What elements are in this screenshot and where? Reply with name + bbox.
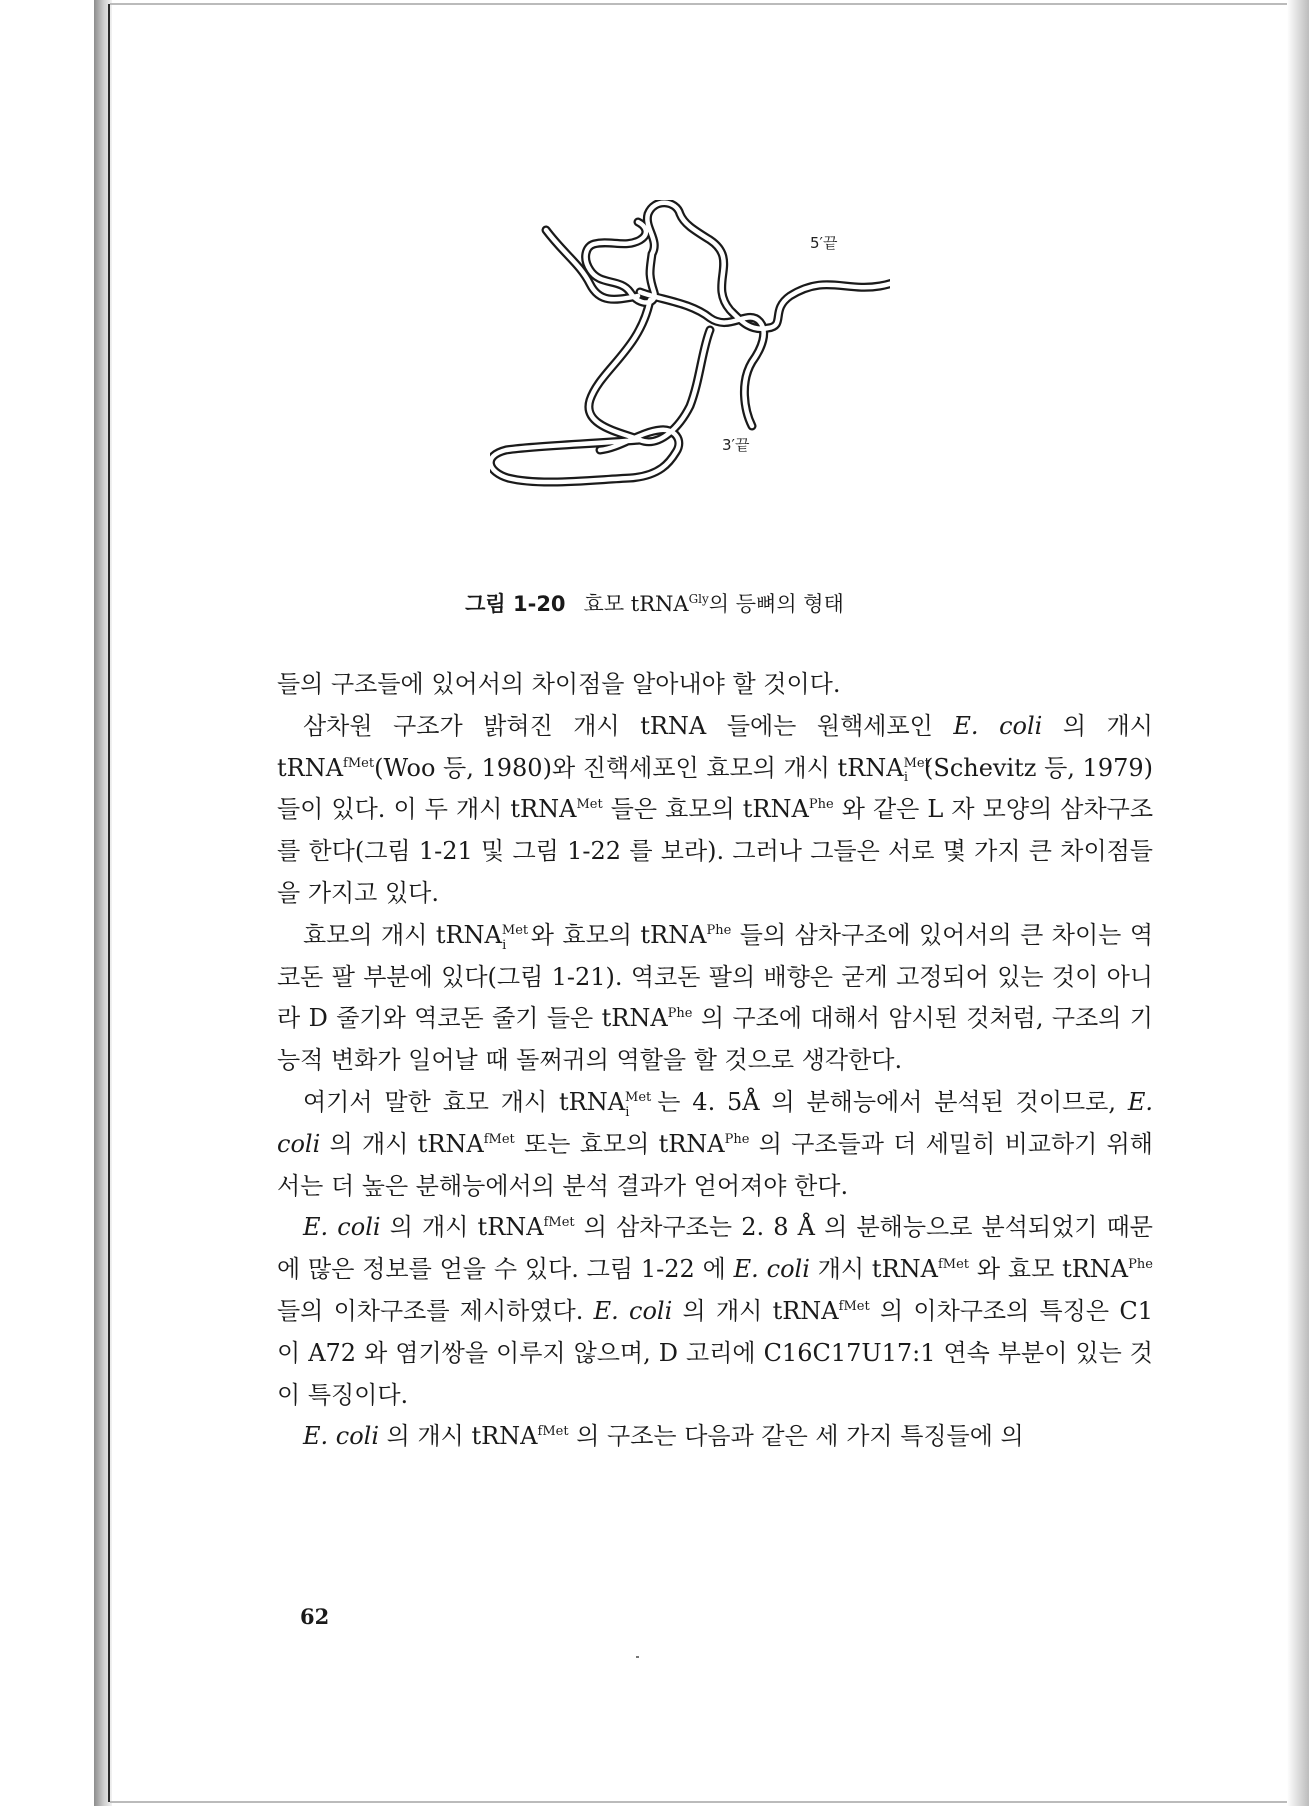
page-bottom-edge (110, 1801, 1287, 1803)
caption-text-pre: 효모 tRNA (583, 592, 689, 616)
caption-superscript: Gly (688, 592, 709, 606)
italic-term: E. coli (733, 1255, 810, 1284)
text-run: 여기서 말한 효모 개시 tRNA (303, 1087, 626, 1116)
text-run: 들의 구조들에 있어서의 차이점을 알아내야 할 것이다. (277, 670, 841, 698)
superscript: Phe (1128, 1257, 1153, 1273)
paragraph (277, 1082, 1153, 1207)
body-text (277, 664, 1153, 1458)
text-run: 개시 tRNA (809, 1255, 938, 1284)
page-top-edge (110, 3, 1287, 5)
label-3-prime-end: 3′끝 (722, 436, 750, 454)
page-number: 62 (300, 1604, 330, 1629)
figure-number: 그림 1-20 (465, 592, 566, 616)
superscript: Phe (667, 1006, 693, 1022)
book-spine-edge (108, 4, 110, 1802)
paragraph (277, 1207, 1153, 1416)
italic-term: E. coli (303, 1213, 381, 1242)
superscript: fMet (838, 1298, 870, 1314)
text-run: 의 삼차구조는 2. 8 Å 의 분해능으로 분석되었기 때문에 많은 정보를 얻을 수 있다. 그림 1-22 에 (277, 1213, 1153, 1284)
text-run: 의 구조는 다음과 같은 세 가지 특징들에 의 (568, 1422, 1024, 1451)
superscript: Phe (706, 922, 732, 938)
text-run: 는 4. 5Å 의 분해능에서 분석된 것이므로, (645, 1087, 1128, 1116)
text-run: 와 효모의 tRNA (522, 920, 707, 949)
subscript: i (625, 1104, 630, 1120)
text-run: 와 같은 L 자 모양의 삼차구조를 한다(그림 1-21 및 그림 1-22 를 보라). 그러나 그들은 서로 몇 가지 큰 차이점들을 가지고 있다. (277, 795, 1153, 907)
paragraph (277, 915, 1153, 1082)
text-run: 의 개시 tRNA (672, 1296, 839, 1325)
text-run: 의 구조들과 더 세밀히 비교하기 위해서는 더 높은 분해능에서의 분석 결과가 얻어져야 한다. (277, 1129, 1153, 1200)
italic-term: E. coli (303, 1422, 380, 1451)
text-run: 의 개시 tRNA (320, 1129, 484, 1158)
italic-term: E. coli (277, 1087, 1153, 1158)
text-run: 삼차원 구조가 밝혀진 개시 tRNA 들에는 원핵세포인 (303, 711, 954, 740)
subscript: i (903, 770, 909, 786)
superscript: Phe (724, 1131, 750, 1147)
superscript: fMet (537, 1424, 569, 1440)
italic-term: E. coli (593, 1296, 673, 1325)
text-run: 들은 효모의 tRNA (602, 795, 809, 824)
superscript: Met (501, 922, 529, 938)
text-run: 의 개시 tRNA (380, 1213, 544, 1242)
text-run: 들의 이차구조를 제시하였다. (277, 1296, 594, 1325)
superscript: Met (576, 797, 603, 813)
text-run: 또는 효모의 tRNA (514, 1129, 725, 1158)
superscript: fMet (543, 1215, 575, 1231)
superscript: Phe (808, 797, 834, 813)
superscript: fMet (483, 1131, 515, 1147)
paragraph (277, 664, 1153, 706)
figure-caption (0, 588, 1309, 618)
scan-speck (636, 1656, 639, 1658)
paragraph (277, 706, 1153, 915)
superscript: Met (625, 1089, 652, 1105)
text-run: 의 개시 tRNA (277, 711, 1153, 782)
subscript: i (502, 937, 507, 953)
superscript: Met (903, 755, 930, 771)
paragraph (277, 1416, 1153, 1458)
text-run: 효모의 개시 tRNA (303, 920, 502, 949)
superscript: fMet (937, 1257, 970, 1273)
caption-text-post: 의 등뼈의 형태 (708, 592, 844, 616)
text-run: 와 효모 tRNA (969, 1255, 1129, 1284)
italic-term: E. coli (953, 711, 1043, 740)
text-run: 의 이차구조의 특징은 C1 이 A72 와 염기쌍을 이루지 않으며, D 고리에 C16C17U17:1 연속 부분이 있는 것이 특징이다. (277, 1296, 1153, 1409)
text-run: 의 개시 tRNA (379, 1422, 538, 1451)
label-5-prime-end: 5′끝 (810, 234, 838, 252)
superscript: fMet (343, 755, 375, 771)
text-run: (Woo 등, 1980)와 진핵세포인 효모의 개시 tRNA (374, 753, 904, 782)
text-run: 의 구조에 대해서 암시된 것처럼, 구조의 기능적 변화가 일어날 때 돌쩌귀의 역할을 할 것으로 생각한다. (277, 1004, 1153, 1075)
text-run: 들의 삼차구조에 있어서의 큰 차이는 역코돈 팔 부분에 있다(그림 1-21). 역코돈 팔의 배향은 굳게 고정되어 있는 것이 아니라 D 줄기와 역코돈 줄기 들은 tRNA (277, 920, 1153, 1033)
page-right-edge (1287, 0, 1309, 1806)
trna-backbone-figure (490, 200, 890, 540)
text-run: (Schevitz 등, 1979)들이 있다. 이 두 개시 tRNA (277, 753, 1153, 824)
